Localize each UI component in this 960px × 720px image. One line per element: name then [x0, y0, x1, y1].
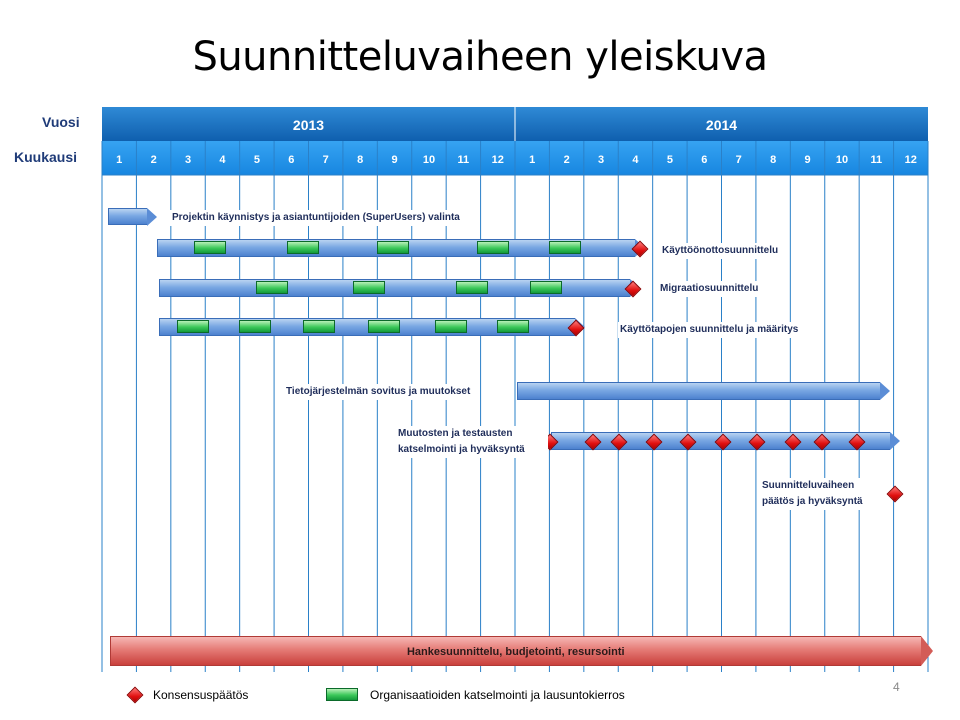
month-cell: 11: [457, 154, 470, 166]
month-cell: 10: [422, 154, 436, 166]
task-label: Tietojärjestelmän sovitus ja muutokset: [284, 384, 472, 400]
month-cell: 7: [322, 154, 329, 166]
review-marker: [256, 281, 288, 294]
month-cell: 8: [357, 154, 364, 166]
review-marker: [287, 241, 319, 254]
month-cell: 2: [150, 154, 157, 166]
summary-bar: [110, 636, 921, 666]
month-cell: 1: [529, 154, 536, 166]
task-bar-0: [108, 208, 147, 225]
review-marker: [549, 241, 581, 254]
month-cell: 9: [391, 154, 398, 166]
review-marker: [177, 320, 209, 333]
review-marker: [303, 320, 335, 333]
review-marker: [497, 320, 529, 333]
year-2014: 2014: [705, 117, 738, 133]
year-row-label: Vuosi: [42, 114, 80, 130]
task-label: Projektin käynnistys ja asiantuntijoiden (SuperUsers) valinta: [170, 210, 462, 226]
month-cell: 5: [253, 154, 260, 166]
slide-title: Suunnitteluvaiheen yleiskuva: [192, 34, 768, 80]
legend-review-icon: [326, 688, 358, 701]
legend-review-label: Organisaatioiden katselmointi ja lausuntokierros: [370, 688, 625, 702]
summary-bar-label: Hankesuunnittelu, budjetointi, resursointi: [406, 646, 625, 658]
month-cell: 12: [904, 154, 917, 166]
month-cell: 1: [116, 154, 123, 166]
task-label: Migraatiosuunnittelu: [658, 281, 760, 297]
month-cell: 9: [804, 154, 811, 166]
review-marker: [377, 241, 409, 254]
month-cell: 4: [219, 154, 226, 166]
review-marker: [456, 281, 488, 294]
month-cell: 3: [597, 154, 605, 166]
review-marker: [435, 320, 467, 333]
task-label: Käyttötapojen suunnittelu ja määritys: [618, 322, 800, 338]
month-cell: 3: [184, 154, 192, 166]
month-cell: 12: [491, 154, 504, 166]
task-bar-4: [517, 382, 880, 400]
year-2013: 2013: [292, 117, 325, 133]
month-cell: 5: [666, 154, 673, 166]
page-number: 4: [893, 680, 900, 694]
month-cell: 7: [735, 154, 742, 166]
milestone-marker: [886, 486, 903, 503]
month-cell: 2: [563, 154, 570, 166]
review-marker: [353, 281, 385, 294]
review-marker: [477, 241, 509, 254]
review-marker: [194, 241, 226, 254]
review-marker: [530, 281, 562, 294]
month-cell: 10: [835, 154, 849, 166]
month-cell: 6: [288, 154, 295, 166]
task-label: Käyttöönottosuunnittelu: [660, 243, 780, 259]
month-row-label: Kuukausi: [14, 149, 78, 165]
review-marker: [239, 320, 271, 333]
month-cell: 11: [870, 154, 883, 166]
task-label: Suunnitteluvaiheen päätös ja hyväksyntä: [760, 478, 882, 510]
month-cell: 4: [632, 154, 639, 166]
task-label: Muutosten ja testausten katselmointi ja hyväksyntä: [396, 426, 548, 458]
review-marker: [368, 320, 400, 333]
month-cell: 8: [770, 154, 777, 166]
month-cell: 6: [701, 154, 708, 166]
legend-milestone-label: Konsensuspäätös: [153, 688, 249, 702]
